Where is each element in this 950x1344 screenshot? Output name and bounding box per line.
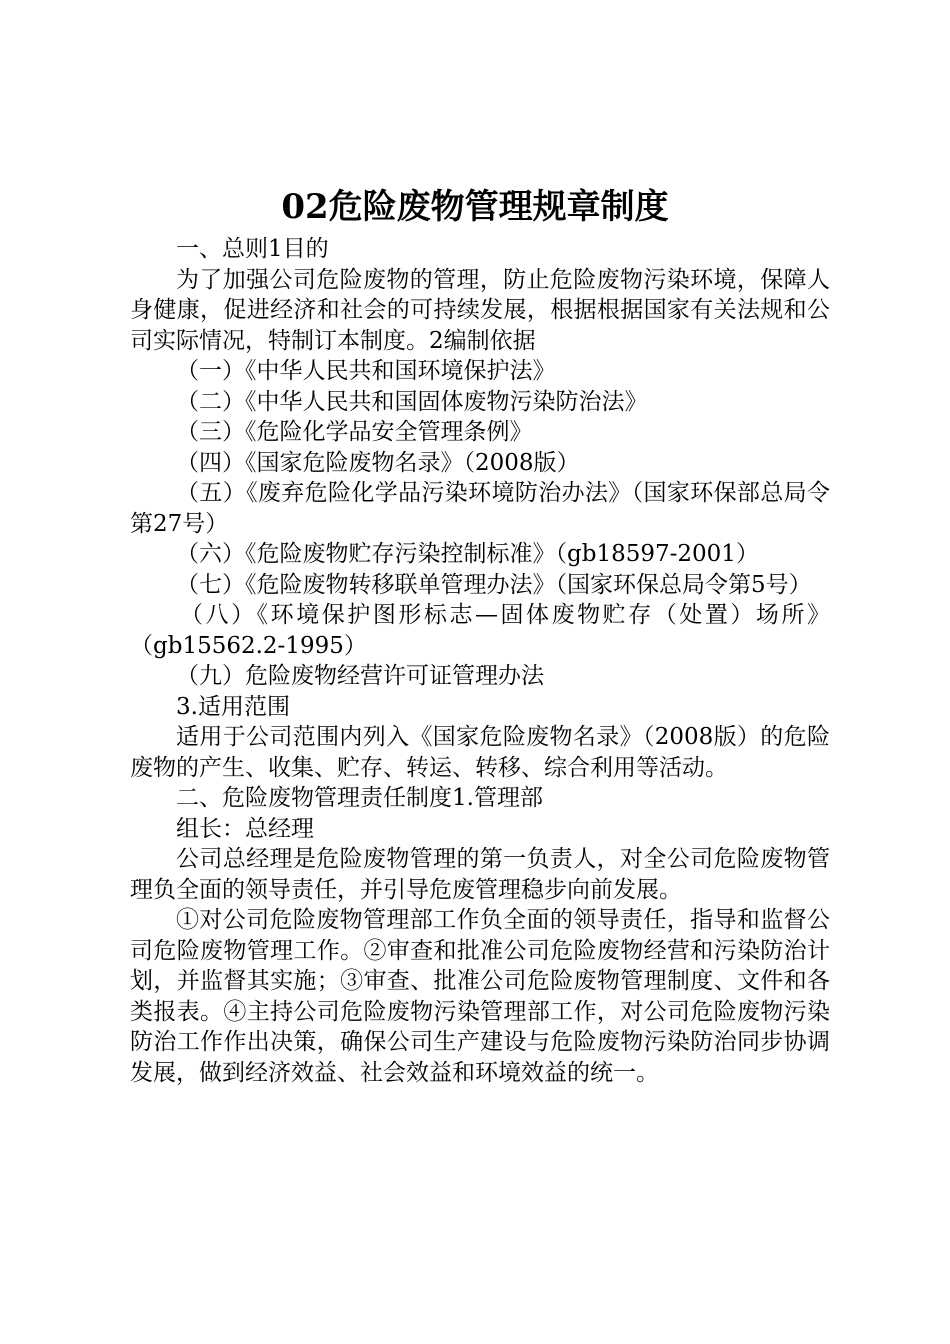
basis-item-2: （二）《中华人民共和国固体废物污染防治法》 <box>176 388 648 415</box>
document-title: 02危险废物管理规章制度 <box>281 187 669 227</box>
paragraph-team-leader: 组长：总经理 <box>176 815 314 842</box>
basis-item-5: （五）《废弃危险化学品污染环境防治办法》（国家环保部总局令第27号） <box>130 480 830 537</box>
basis-item-7: （七）《危险废物转移联单管理办法》（国家环保总局令第5号） <box>176 571 812 598</box>
basis-item-8: （八）《环境保护图形标志—固体废物贮存（处置）场所》（gb15562.2-1995） <box>130 602 830 659</box>
document-body <box>130 234 830 1088</box>
section-heading-scope: 3.适用范围 <box>176 693 290 720</box>
basis-item-3: （三）《危险化学品安全管理条例》 <box>176 419 533 445</box>
paragraph-general-manager: 公司总经理是危险废物管理的第一负责人，对全公司危险废物管理负全面的领导责任，并引导危废管理稳步向前发展。 <box>130 846 830 903</box>
paragraph-duties: ①对公司危险废物管理部工作负全面的领导责任，指导和监督公司危险废物管理工作。②审查和批准公司危险废物经营和污染防治计划，并监督其实施；③审查、批准公司危险废物管理制度、文件和各类报表。④主持公司危险废物污染管理部工作，对公司危险废物污染防治工作作出决策，确保公司生产建设与危险废物污染防治同步协调发展，做到经济效益、社会效益和环境效益的统一。 <box>130 907 830 1086</box>
paragraph-scope: 适用于公司范围内列入《国家危险废物名录》（2008版）的危险废物的产生、收集、贮存、转运、转移、综合利用等活动。 <box>130 724 830 781</box>
basis-item-6: （六）《危险废物贮存污染控制标准》（gb18597-2001） <box>176 541 759 567</box>
section-heading-responsibility: 二、危险废物管理责任制度1.管理部 <box>176 785 543 811</box>
section-heading-general: 一、总则1目的 <box>176 236 329 262</box>
basis-item-9: （九）危险废物经营许可证管理办法 <box>176 663 544 689</box>
paragraph-purpose: 为了加强公司危险废物的管理，防止危险废物污染环境，保障人身健康，促进经济和社会的可持续发展，根据根据国家有关法规和公司实际情况，特制订本制度。2编制依据 <box>130 266 830 354</box>
basis-item-1: （一）《中华人民共和国环境保护法》 <box>176 358 556 384</box>
basis-item-4: （四）《国家危险废物名录》（2008版） <box>176 449 580 476</box>
